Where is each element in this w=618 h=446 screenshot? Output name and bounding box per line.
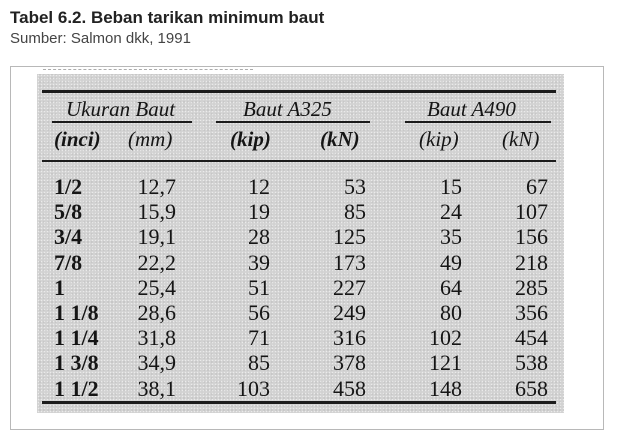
clipped-scan-edge [43, 69, 253, 76]
cell-size-inch: 1 [54, 274, 65, 300]
cell-a490-kn: 285 [515, 274, 548, 300]
header-ukuran-baut: Ukuran Baut [66, 97, 176, 121]
cell-a325-kip: 28 [248, 224, 270, 250]
cell-size-inch: 1 1/4 [54, 325, 99, 351]
header-baut-a490: Baut A490 [427, 97, 516, 121]
cell-a490-kip: 80 [440, 300, 462, 325]
a325-group-underline [216, 121, 370, 123]
cell-a490-kip: 121 [429, 350, 462, 376]
unit-a490-kn: (kN) [502, 127, 540, 151]
cell-a490-kn: 67 [526, 174, 548, 199]
table-bottom-rule [42, 401, 556, 404]
cell-a325-kn: 316 [333, 325, 366, 351]
cell-a490-kn: 156 [515, 224, 548, 250]
table-caption-title: Tabel 6.2. Beban tarikan minimum baut [10, 8, 325, 27]
a490-group-underline [405, 121, 551, 123]
cell-size-inch: 1 3/8 [54, 350, 99, 376]
cell-a325-kip: 71 [248, 325, 270, 351]
cell-size-mm: 19,1 [137, 224, 176, 250]
cell-a490-kip: 24 [440, 199, 462, 225]
cell-a325-kn: 249 [333, 300, 366, 325]
table-top-rule [42, 90, 556, 93]
cell-size-mm: 38,1 [137, 375, 176, 401]
unit-inci: (inci) [54, 127, 101, 151]
cell-a325-kip: 103 [237, 375, 270, 401]
cell-a490-kn: 538 [515, 350, 548, 376]
cell-size-mm: 25,4 [137, 274, 176, 300]
cell-a325-kip: 56 [248, 300, 270, 325]
cell-a490-kn: 454 [515, 325, 548, 351]
cell-size-inch: 5/8 [54, 199, 83, 225]
cell-a490-kip: 148 [429, 375, 462, 401]
cell-size-mm: 28,6 [137, 300, 176, 325]
cell-a325-kn: 53 [344, 174, 366, 199]
cell-a490-kn: 356 [515, 300, 548, 325]
unit-a325-kn: (kN) [320, 127, 360, 151]
cell-size-mm: 12,7 [137, 174, 176, 199]
cell-a490-kip: 35 [440, 224, 462, 250]
cell-size-inch: 3/4 [54, 224, 83, 250]
cell-a490-kip: 102 [429, 325, 462, 351]
cell-a325-kip: 12 [248, 174, 270, 199]
cell-a325-kn: 125 [333, 224, 366, 250]
cell-size-mm: 34,9 [137, 350, 176, 376]
cell-a325-kn: 85 [344, 199, 366, 225]
cell-size-mm: 22,2 [137, 249, 176, 275]
unit-mm: (mm) [128, 127, 173, 151]
header-bottom-rule [42, 160, 556, 162]
cell-a490-kip: 64 [440, 274, 462, 300]
cell-a490-kip: 15 [440, 174, 462, 199]
cell-size-mm: 15,9 [137, 199, 176, 225]
cell-a325-kip: 51 [248, 274, 270, 300]
cell-size-inch: 1 1/2 [54, 375, 99, 401]
unit-a490-kip: (kip) [419, 127, 459, 151]
cell-a490-kn: 107 [515, 199, 548, 225]
cell-a325-kn: 458 [333, 375, 366, 401]
cell-a325-kn: 227 [333, 274, 366, 300]
unit-a325-kip: (kip) [230, 127, 271, 151]
cell-a325-kip: 39 [248, 249, 270, 275]
cell-size-inch: 1/2 [54, 174, 83, 199]
cell-size-inch: 7/8 [54, 249, 83, 275]
cell-size-mm: 31,8 [137, 325, 176, 351]
cell-a325-kip: 19 [248, 199, 270, 225]
size-group-underline [52, 121, 192, 123]
header-baut-a325: Baut A325 [243, 97, 332, 121]
cell-a325-kn: 173 [333, 249, 366, 275]
cell-a325-kn: 378 [333, 350, 366, 376]
cell-a325-kip: 85 [248, 350, 270, 376]
cell-a490-kn: 658 [515, 375, 548, 401]
table-caption-source: Sumber: Salmon dkk, 1991 [10, 30, 191, 47]
cell-a490-kip: 49 [440, 249, 462, 275]
cell-a490-kn: 218 [515, 249, 548, 275]
scanned-table-background [37, 74, 564, 413]
cell-size-inch: 1 1/8 [54, 300, 99, 325]
